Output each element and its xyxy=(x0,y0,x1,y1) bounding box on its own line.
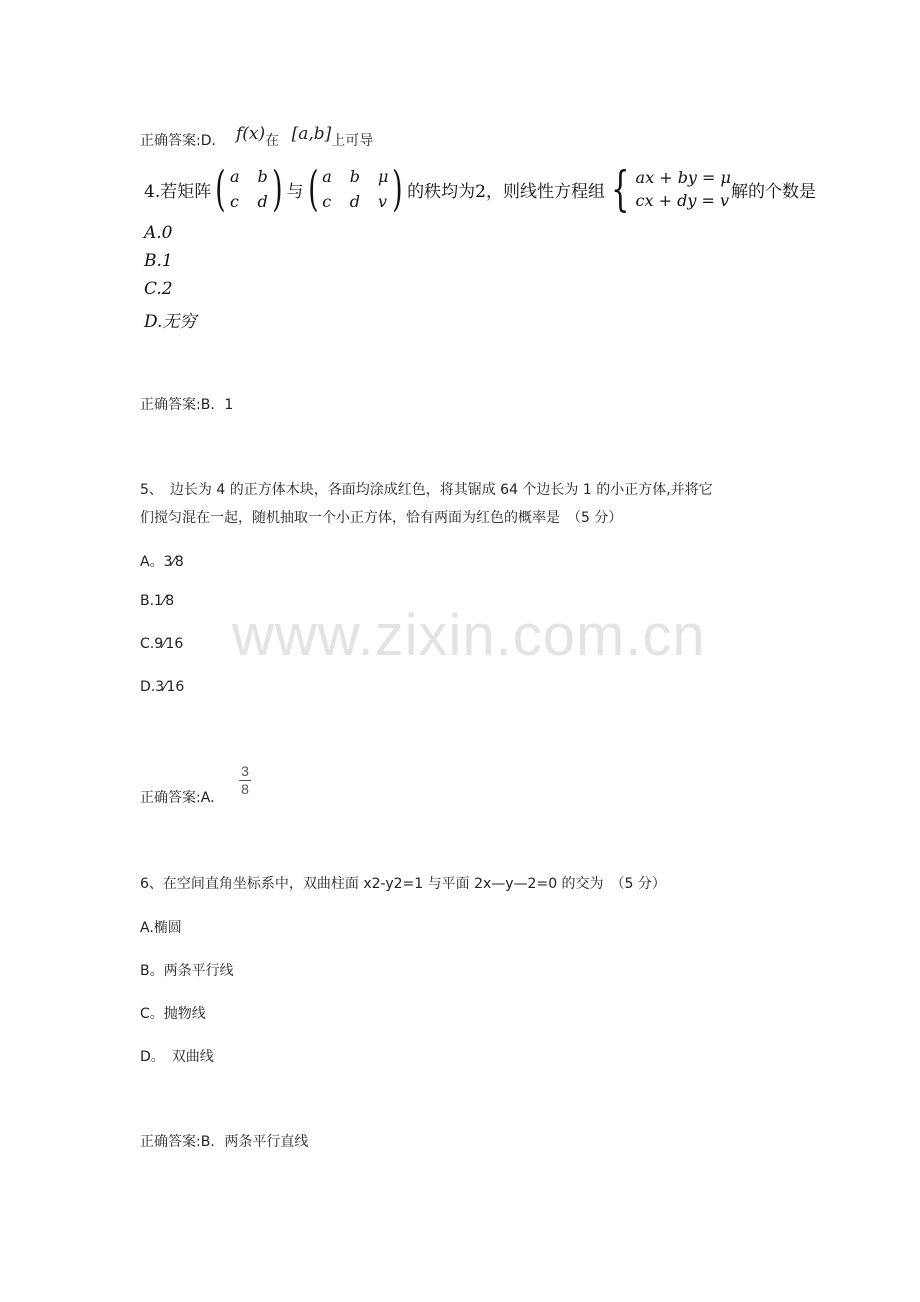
q4-option-a: A.0 xyxy=(144,223,173,243)
q4-mid1: 与 xyxy=(286,181,304,202)
q5-option-a: A。3⁄8 xyxy=(140,554,184,570)
q6-question: 6、在空间直角坐标系中，双曲柱面 x2-y2=1 与平面 2x—y—2=0 的交为 （5 分） xyxy=(140,876,666,892)
matrix-2-cell: d xyxy=(349,192,361,211)
matrix-2-cell: μ xyxy=(378,167,389,186)
q4-option-b: B.1 xyxy=(144,251,173,271)
matrix-2-cell: c xyxy=(322,192,332,211)
q4-suffix: 解的个数是 xyxy=(730,181,816,202)
q6-option-d: D。 双曲线 xyxy=(140,1049,214,1065)
right-paren-2: ) xyxy=(392,161,403,217)
q4-option-d: D.无穷 xyxy=(144,312,197,332)
q3-fx: f(x) xyxy=(235,124,266,144)
q6-option-c: C。抛物线 xyxy=(140,1006,206,1022)
matrix-1 xyxy=(230,167,268,211)
matrix-2-cell: b xyxy=(349,167,361,186)
matrix-1-cell: a xyxy=(229,167,240,186)
q5-question-line-1: 5、 边长为 4 的正方体木块，各面均涂成红色，将其锯成 64 个边长为 1 的小正方体,并将它 xyxy=(140,482,713,498)
left-brace: { xyxy=(611,161,630,217)
q3-answer xyxy=(140,124,374,150)
matrix-2-cell: a xyxy=(322,167,332,186)
q4-option-c: C.2 xyxy=(144,279,173,299)
matrix-2-cell: v xyxy=(378,192,388,211)
matrix-1-cell: c xyxy=(229,192,239,211)
q4-question xyxy=(144,160,816,218)
fraction-numerator: 3 xyxy=(241,763,249,779)
q3-tail: 上可导 xyxy=(331,133,374,149)
q6-answer: 正确答案:B．两条平行直线 xyxy=(140,1134,309,1150)
q4-answer: 正确答案:B．1 xyxy=(140,397,234,413)
q3-mid: 在 xyxy=(265,133,280,149)
q5-answer-label: 正确答案:A． xyxy=(140,790,225,806)
watermark: www.zixin.com.cn xyxy=(232,603,706,668)
right-paren-1: ) xyxy=(271,161,283,217)
q4-mid2: 的秩均为2，则线性方程组 xyxy=(407,181,605,202)
q3-interval: [a,b] xyxy=(291,124,332,144)
equation-system xyxy=(636,168,731,210)
equation-1: ax + by = μ xyxy=(635,168,731,187)
matrix-2 xyxy=(322,167,388,211)
matrix-1-cell: d xyxy=(257,192,268,211)
q3-answer-label: 正确答案:D． xyxy=(140,133,226,149)
q6-option-b: B。两条平行线 xyxy=(140,963,234,979)
q6-option-a: A.椭圆 xyxy=(140,920,182,936)
q4-prefix: 4.若矩阵 xyxy=(144,181,212,202)
fraction-denominator: 8 xyxy=(241,781,249,797)
left-paren-2: ( xyxy=(307,161,319,217)
matrix-1-cell: b xyxy=(257,167,268,186)
q5-option-b: B.1⁄8 xyxy=(140,593,175,609)
equation-2: cx + dy = v xyxy=(635,191,730,210)
q5-answer-fraction xyxy=(239,764,251,797)
left-paren-1: ( xyxy=(215,161,226,217)
q5-option-d: D.3⁄16 xyxy=(140,679,185,695)
q5-question-line-2: 们搅匀混在一起，随机抽取一个小正方体，恰有两面为红色的概率是 （5 分） xyxy=(140,510,623,526)
q5-option-c: C.9⁄16 xyxy=(140,636,184,652)
